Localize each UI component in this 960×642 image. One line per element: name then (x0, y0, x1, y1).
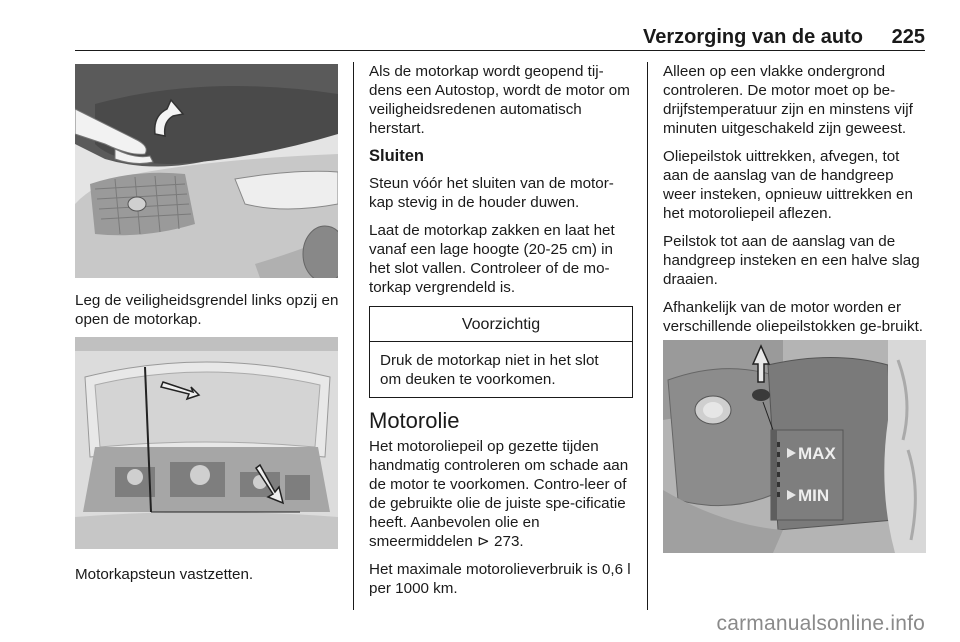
check-condition-paragraph: Alleen op een vlakke ondergrond controleren. De motor moet op be-drijfstemperatuur zijn en minstens vijf minuten uitgeschakeld zijn geweest. (663, 63, 913, 137)
arrow-reference-icon: ⊳ (477, 533, 490, 550)
dipstick-illustration (663, 340, 926, 553)
engine-oil-heading: Motorolie (369, 408, 460, 433)
closing-paragraph-1: Steun vóór het sluiten van de motor-kap stevig in de houder duwen. (369, 175, 614, 211)
oil-consumption-paragraph: Het maximale motorolieverbruik is 0,6 l per 1000 km. (369, 561, 631, 597)
closing-paragraph-2: Laat de motorkap zakken en laat het vanaf een lage hoogte (20-25 cm) in het slot vallen. Controleer of de mo-torkap vergrendeld is. (369, 222, 615, 296)
column-2 (369, 62, 633, 607)
caution-title: Voorzichtig (370, 307, 632, 342)
page-header (75, 26, 925, 48)
dipstick-max-label: MAX (798, 444, 836, 463)
engine-oil-text: Het motoroliepeil op gezette tijden handmatig controleren om schade aan de motor te voorkomen. Contro-leer of de gebruikte olie de juiste spe-cificatie heeft. Aanbevolen olie en smeermiddelen (369, 438, 629, 550)
engine-oil-paragraph (369, 437, 633, 551)
caption-hood-release: Leg de veiligheidsgrendel links opzij en open de motorkap. (75, 292, 339, 328)
dipstick-read-paragraph: Oliepeilstok uittrekken, afvegen, tot aan de aanslag van de handgreep weer insteken, opnieuw uittrekken en het motoroliepeil aflezen. (663, 148, 913, 222)
hood-support-illustration (75, 337, 338, 549)
dipstick-insert-paragraph: Peilstok tot aan de aanslag van de handgreep insteken en een halve slag draaien. (663, 233, 920, 288)
autostop-paragraph: Als de motorkap wordt geopend tij-dens een Autostop, wordt de motor om veiligheidsredenen automatisch herstart. (369, 63, 630, 137)
column-divider-1 (353, 62, 354, 610)
reference-page[interactable]: 273. (494, 533, 524, 550)
header-title: Verzorging van de auto (642, 26, 863, 48)
dipstick-variants-paragraph: Afhankelijk van de motor worden er verschillende oliepeilstokken ge-bruikt. (663, 299, 924, 335)
dipstick-min-label: MIN (798, 486, 830, 505)
header-rule (75, 50, 925, 51)
column-divider-2 (647, 62, 648, 610)
caution-box (369, 306, 633, 398)
caution-text: Druk de motorkap niet in het slot om deuken te voorkomen. (380, 352, 599, 388)
hood-release-illustration (75, 64, 338, 278)
watermark: carmanualsonline.info (716, 612, 925, 635)
column-3 (663, 62, 927, 345)
closing-heading: Sluiten (369, 147, 425, 165)
page-number: 225 (891, 26, 925, 48)
caption-hood-support: Motorkapsteun vastzetten. (75, 566, 254, 583)
